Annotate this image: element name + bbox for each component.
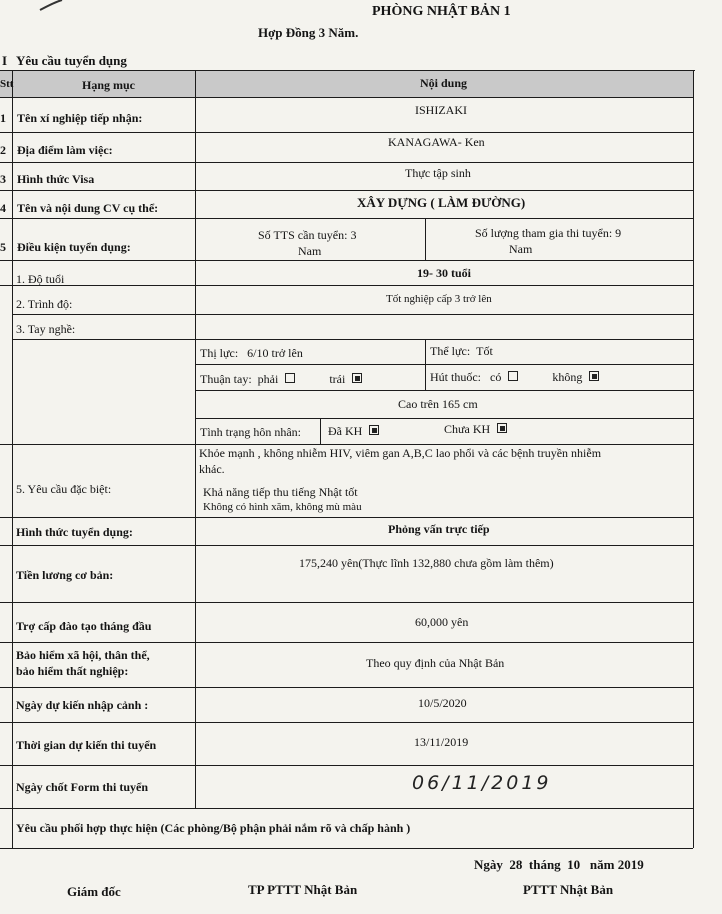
salary-value: 175,240 yên(Thực lĩnh 132,880 chưa gồm làm thêm) [299, 556, 554, 570]
row-3-stt: 3 [0, 172, 6, 186]
entry-date-label: Ngày dự kiến nhập cảnh : [16, 698, 149, 712]
col-header-stt: Stt [0, 78, 14, 90]
row-4-stt: 4 [0, 201, 6, 215]
insurance-value: Theo quy định của Nhật Bản [366, 656, 505, 670]
row-2-value: KANAGAWA- Ken [388, 135, 485, 149]
coordination-label: Yêu cầu phối hợp thực hiện (Các phòng/Bộ phận phải nắm rõ và chấp hành ) [16, 821, 411, 835]
hand-right-checkbox[interactable] [285, 373, 295, 383]
physical-field: Thể lực: Tốt [430, 344, 493, 358]
section-title: Yêu cầu tuyển dụng [16, 53, 127, 68]
trainees-needed: Số TTS cần tuyển: 3 [258, 228, 357, 242]
pen-scribble [0, 0, 80, 20]
section-number: I [2, 53, 8, 68]
education-value: Tốt nghiệp cấp 3 trở lên [386, 293, 492, 305]
allowance-label: Trợ cấp đào tạo tháng đầu [16, 619, 152, 633]
education-label: 2. Trình độ: [16, 297, 73, 311]
allowance-value: 60,000 yên [415, 615, 469, 629]
row-2-label: Địa điểm làm việc: [17, 143, 113, 157]
exam-date-label: Thời gian dự kiến thi tuyển [16, 738, 157, 752]
handedness-field: Thuận tay: phải trái [200, 372, 362, 387]
row-4-value: XÂY DỰNG ( LÀM ĐƯỜNG) [357, 195, 526, 210]
salary-label: Tiền lương cơ bản: [16, 568, 114, 582]
row-5-stt: 5 [0, 240, 6, 254]
marital-label: Tình trạng hôn nhân: [200, 425, 301, 439]
signature-staff: PTTT Nhật Bản [523, 882, 614, 897]
signature-head-dept: TP PTTT Nhật Bản [248, 882, 358, 897]
age-label: 1. Độ tuổi [16, 272, 65, 286]
single-option: Chưa KH [444, 422, 507, 437]
age-value: 19- 30 tuổi [417, 266, 471, 280]
row-3-label: Hình thức Visa [17, 172, 95, 186]
entry-date-value: 10/5/2020 [418, 696, 467, 710]
smoking-field: Hút thuốc: có không [430, 370, 599, 385]
department-title: PHÒNG NHẬT BẢN 1 [372, 4, 511, 19]
trainees-needed-gender: Nam [298, 244, 322, 258]
row-5-label: Điều kiện tuyển dụng: [17, 240, 131, 254]
vision-field: Thị lực: 6/10 trở lên [200, 346, 303, 360]
insurance-label-1: Bảo hiểm xã hội, thân thể, [16, 648, 150, 662]
exam-date-value: 13/11/2019 [414, 735, 469, 749]
candidates-gender: Nam [509, 242, 533, 256]
hand-left-checkbox[interactable] [352, 373, 362, 383]
recruitment-form-label: Hình thức tuyển dụng: [16, 525, 133, 539]
col-header-item: Hạng mục [82, 78, 136, 92]
row-4-label: Tên và nội dung CV cụ thể: [17, 201, 159, 215]
form-deadline-label: Ngày chốt Form thi tuyển [16, 780, 148, 794]
row-3-value: Thực tập sinh [405, 166, 471, 180]
recruitment-form-value: Phỏng vấn trực tiếp [388, 522, 490, 536]
contract-term: Hợp Đồng 3 Năm. [258, 25, 359, 40]
row-1-value: ISHIZAKI [415, 103, 467, 117]
special-requirements-label: 5. Yêu cầu đặc biệt: [16, 482, 112, 496]
special-line-1: Khỏe mạnh , không nhiễm HIV, viêm gan A,B,C lao phổi và các bệnh truyền nhiễm [199, 446, 602, 460]
special-line-3: Khả năng tiếp thu tiếng Nhật tốt [203, 485, 358, 499]
row-2-stt: 2 [0, 143, 6, 157]
smoke-no-checkbox[interactable] [589, 371, 599, 381]
sign-date: Ngày 28 tháng 10 năm 2019 [474, 857, 644, 872]
row-1-stt: 1 [0, 111, 6, 125]
row-1-label: Tên xí nghiệp tiếp nhận: [17, 111, 143, 125]
special-line-2: khác. [199, 462, 225, 476]
col-header-content: Nội dung [420, 76, 468, 90]
candidates-count: Số lượng tham gia thi tuyển: 9 [475, 226, 622, 240]
signature-director: Giám đốc [67, 884, 121, 899]
height-requirement: Cao trên 165 cm [398, 397, 478, 411]
skill-label: 3. Tay nghề: [16, 322, 76, 336]
special-line-4: Không có hình xăm, không mù màu [203, 501, 362, 513]
form-deadline-handwritten: 06/11/2019 [412, 772, 552, 794]
married-checkbox[interactable] [369, 425, 379, 435]
married-option: Đã KH [328, 424, 379, 439]
insurance-label-2: bảo hiểm thất nghiệp: [16, 664, 129, 678]
single-checkbox[interactable] [497, 423, 507, 433]
smoke-yes-checkbox[interactable] [508, 371, 518, 381]
